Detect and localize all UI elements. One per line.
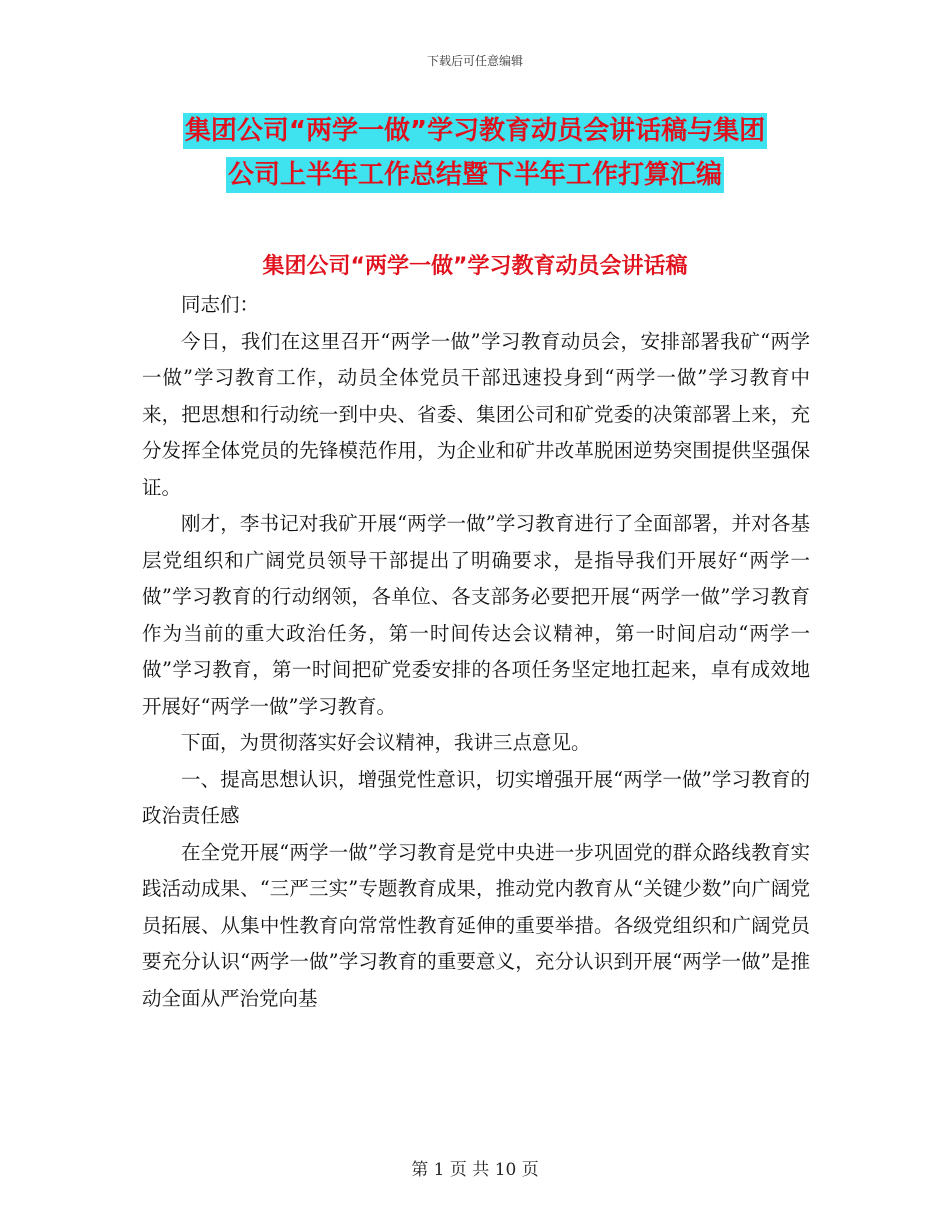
paragraph: 今日，我们在这里召开“两学一做”学习教育动员会，安排部署我矿“两学一做”学习教育工作，动员全体党员干部迅速投身到“两学一做”学习教育中来，把思想和行动统一到中央、省委、集团公司和矿党委的决策部署上来，充分发挥全体党员的先锋模范作用，为企业和矿井改革脱困逆势突围提供坚强保证。 <box>142 329 810 499</box>
paragraph: 在全党开展“两学一做”学习教育是党中央进一步巩固党的群众路线教育实践活动成果、“三严三实”专题教育成果，推动党内教育从“关键少数”向广阔党员拓展、从集中性教育向常常性教育延伸的重要举措。各级党组织和广阔党员要充分认识“两学一做”学习教育的重要意义，充分认识到开展“两学一做”是推动全面从严治党向基 <box>142 840 810 1010</box>
document-body <box>142 287 810 1017</box>
page-footer: 第 1 页 共 10 页 <box>411 1160 539 1180</box>
salutation: 同志们： <box>181 293 260 316</box>
section-heading: 一、提高思想认识，增强党性意识，切实增强开展“两学一做”学习教育的政治责任感 <box>142 767 810 827</box>
document-title-line-1 <box>0 110 950 147</box>
document-title-line-2 <box>0 154 950 191</box>
paragraph: 下面，为贯彻落实好会议精神，我讲三点意见。 <box>181 731 591 754</box>
title-highlight-2: 公司上半年工作总结暨下半年工作打算汇编 <box>226 157 724 193</box>
page-header: 下载后可任意编辑 <box>426 54 523 68</box>
paragraph: 刚才，李书记对我矿开展“两学一做”学习教育进行了全面部署，并对各基层党组织和广阔党员领导干部提出了明确要求，是指导我们开展好“两学一做”学习教育的行动纲领，各单位、各支部务必要把开展“两学一做”学习教育作为当前的重大政治任务，第一时间传达会议精神，第一时间启动“两学一做”学习教育，第一时间把矿党委安排的各项任务坚定地扛起来，卓有成效地开展好“两学一做”学习教育。 <box>142 512 810 718</box>
section-title: 集团公司“两学一做”学习教育动员会讲话稿 <box>262 254 688 279</box>
title-highlight-1: 集团公司“两学一做”学习教育动员会讲话稿与集团 <box>183 113 767 149</box>
